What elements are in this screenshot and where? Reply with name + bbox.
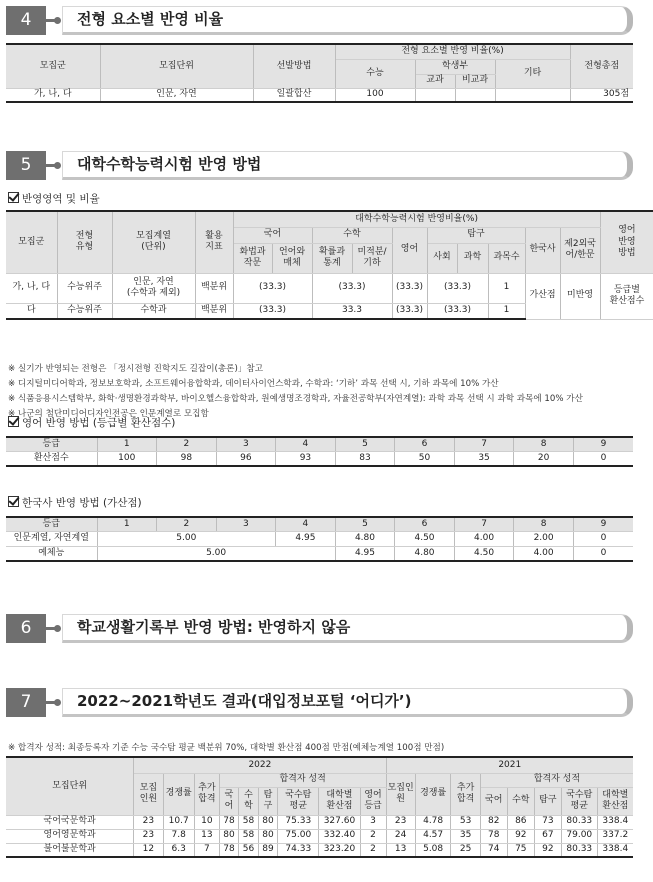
value-cell: 92 <box>534 843 561 857</box>
value-cell: 80.33 <box>561 815 597 829</box>
col-record: 학생부 <box>415 59 495 74</box>
col-2021: 2021 <box>386 757 633 773</box>
value-cell: 23 <box>134 829 163 843</box>
value-cell: 337.2 <box>597 829 633 843</box>
value-cell: 3 <box>360 815 386 829</box>
value-cell: 24 <box>386 829 415 843</box>
table-row: 가, 나, 다 인문, 자연 일괄합산 100 305점 <box>6 88 633 102</box>
value-cell: 7 <box>194 843 219 857</box>
value-cell: 80 <box>219 829 238 843</box>
unit-cell: 영어영문학과 <box>6 829 134 843</box>
col-2022: 2022 <box>134 757 386 773</box>
section-title: 대학수학능력시험 반영 방법 <box>62 151 633 180</box>
col-foreign: 제2외국 어/한문 <box>560 227 600 273</box>
value-cell: 58 <box>239 815 258 829</box>
col-ratio: 전형 요소별 반영 비율(%) <box>335 44 570 59</box>
section-number: 5 <box>6 151 46 180</box>
table-row: 인문계열, 자연계열 5.00 4.95 4.80 4.50 4.00 2.00 0 <box>6 531 633 546</box>
table-row: 예체능 5.00 4.95 4.80 4.50 4.00 0 <box>6 546 633 561</box>
value-cell: 86 <box>507 815 534 829</box>
value-cell: 10 <box>194 815 219 829</box>
table-row <box>6 843 633 857</box>
value-cell: 35 <box>451 829 480 843</box>
value-cell: 2 <box>360 843 386 857</box>
value-cell: 74 <box>480 843 507 857</box>
col-group: 모집군 <box>6 211 57 273</box>
english-score-table: 등급 1 2 3 4 5 6 7 8 9 환산점수 100 98 96 93 83 50 35 20 0 <box>6 436 633 467</box>
col-subject: 교과 <box>415 74 455 88</box>
checkbox-icon <box>8 416 19 427</box>
col-math: 수학 <box>312 227 392 243</box>
results-note: ※ 합격자 성적: 최종등록자 기준 수능 국수탐 평균 백분위 70%, 대학별 환산점 400점 만점(예체능계열 100점 만점) <box>8 743 445 753</box>
value-cell: 80.33 <box>561 843 597 857</box>
section-5-header <box>6 151 633 180</box>
value-cell: 4.57 <box>415 829 451 843</box>
value-cell: 323.20 <box>319 843 360 857</box>
col-method: 선발방법 <box>253 44 335 88</box>
value-cell: 6.3 <box>163 843 194 857</box>
subheading-history: 한국사 반영 방법 (가산점) <box>8 495 142 510</box>
selection-ratio-table <box>6 43 633 103</box>
history-score-table: 등급 1 2 3 4 5 6 7 8 9 인문계열, 자연계열 5.00 4.95 4.80 4.50 4.00 2.00 0 예체능 5.00 4.95 4.80 4.50 4.00 0 <box>6 516 633 562</box>
col-history: 한국사 <box>525 227 560 273</box>
value-cell: 4.78 <box>415 815 451 829</box>
value-cell: 23 <box>386 815 415 829</box>
col-unit: 모집단위 <box>6 757 134 815</box>
value-cell: 13 <box>386 843 415 857</box>
col-inquiry: 탐구 <box>427 227 525 243</box>
section-number: 6 <box>6 614 46 643</box>
col-ratio: 대학수학능력시험 반영비율(%) <box>233 211 600 227</box>
notes <box>8 362 583 422</box>
note-line: ※ 실기가 반영되는 전형은 「정시전형 진학지도 길잡이(총론)」참고 <box>8 364 264 374</box>
value-cell: 53 <box>451 815 480 829</box>
value-cell: 89 <box>258 843 277 857</box>
value-cell: 78 <box>480 829 507 843</box>
col-korean: 국어 <box>233 227 312 243</box>
value-cell: 338.4 <box>597 843 633 857</box>
section-number: 7 <box>6 688 46 717</box>
section-title: 2022~2021학년도 결과(대입정보포털 ‘어디가’) <box>62 688 633 717</box>
col-unit: 모집단위 <box>100 44 253 88</box>
value-cell: 332.40 <box>319 829 360 843</box>
note-line: ※ 디지털미디어학과, 정보보호학과, 소프트웨어융합학과, 데이터사이언스학과, 수학과: ‘기하’ 과목 선택 시, 기하 과목에 10% 가산 <box>8 379 499 389</box>
subheading-english: 영어 반영 방법 (등급별 환산점수) <box>8 415 175 430</box>
section-number: 4 <box>6 6 46 35</box>
value-cell: 75.33 <box>278 815 319 829</box>
subheading-ratio: 반영영역 및 비율 <box>8 191 100 206</box>
table-row: 다 수능위주 수학과 백분위 (33.3) 33.3 (33.3) (33.3) 1 <box>6 303 653 319</box>
value-cell: 23 <box>134 815 163 829</box>
section-title: 학교생활기록부 반영 방법: 반영하지 않음 <box>62 614 633 643</box>
col-unit: 모집계열 (단위) <box>112 211 195 273</box>
table-row: 가, 나, 다 수능위주 인문, 자연 (수학과 제외) 백분위 (33.3) (33.3) (33.3) (33.3) 1 가산점 미반영 등급별 환산점수 <box>6 273 653 303</box>
col-group: 모집군 <box>6 44 100 88</box>
value-cell: 5.08 <box>415 843 451 857</box>
value-cell: 7.8 <box>163 829 194 843</box>
value-cell: 75.00 <box>278 829 319 843</box>
value-cell: 58 <box>239 829 258 843</box>
col-english: 영어 <box>392 227 427 273</box>
value-cell: 10.7 <box>163 815 194 829</box>
value-cell: 2 <box>360 829 386 843</box>
col-other: 기타 <box>495 59 570 88</box>
value-cell: 73 <box>534 815 561 829</box>
suneung-ratio-table: 모집군 전형 유형 모집계열 (단위) 활용 지표 대학수학능력시험 반영비율(%) 영어 반영 방법 국어 수학 영어 탐구 한국사 제2외국 어/한문 화법과 작문 언어와 매체 확률과 통계 미적분/ 기하 사회 과학 과목수 가, 나, 다 수능위주 인문, 자연 (수학과 제외) 백분위 (33.3) (33.3) (33.3) (33.3) 1 가산점 미반영 등급별 환산점수 다 수능위주 수학과 백분위 (33.3) 33.3 (33.3) (33.3) 1 <box>6 210 653 320</box>
col-nonsubject: 비교과 <box>455 74 495 88</box>
table-row: 환산점수 100 98 96 93 83 50 35 20 0 <box>6 451 633 466</box>
value-cell: 75 <box>507 843 534 857</box>
note-line: ※ 식품응용시스템학부, 화학·생명환경과학부, 바이오헬스융합학과, 원예생명조경학과, 자율전공학부(자연계열): 과학 과목 선택 시 과학 과목에 10% 가산 <box>8 394 583 404</box>
value-cell: 80 <box>258 829 277 843</box>
checkbox-icon <box>8 192 19 203</box>
results-table: 모집단위 2022 2021 모집 인원 경쟁률 추가 합격 합격자 성적 모집인 원 경쟁률 추가 합격 합격자 성적 국 어 수 학 탐 구 국수탐 평균 대학별 환산점 영어 등급 국어 수학 탐구 국수탐 평균 대학별 환산점 국어국문학과 23 10.7 10 78 58 80 75.33 327.60 3 23 4.78 53 82 86 73 80.33 338.4 영어영문학과 23 7.8 13 80 58 80 75.00 332.40 2 24 4.57 35 78 92 67 79.00 337.2 불어불문학과 12 6.3 7 78 56 89 74.33 323.20 2 13 5.08 25 74 75 92 80.33 338.4 <box>6 756 633 858</box>
section-7-header <box>6 688 633 717</box>
table-row <box>6 815 633 829</box>
col-total: 전형총점 <box>570 44 633 88</box>
value-cell: 74.33 <box>278 843 319 857</box>
value-cell: 79.00 <box>561 829 597 843</box>
note-line: ※ 나군의 첨단미디어디자인전공은 인문계열로 모집함 <box>8 409 209 419</box>
table-row <box>6 829 633 843</box>
value-cell: 56 <box>239 843 258 857</box>
value-cell: 12 <box>134 843 163 857</box>
col-suneung: 수능 <box>335 59 415 88</box>
value-cell: 80 <box>258 815 277 829</box>
value-cell: 338.4 <box>597 815 633 829</box>
section-title: 전형 요소별 반영 비율 <box>62 6 633 35</box>
col-type: 전형 유형 <box>57 211 112 273</box>
value-cell: 67 <box>534 829 561 843</box>
unit-cell: 불어불문학과 <box>6 843 134 857</box>
col-index: 활용 지표 <box>195 211 233 273</box>
section-4-header <box>6 6 633 35</box>
value-cell: 78 <box>219 815 238 829</box>
value-cell: 78 <box>219 843 238 857</box>
checkbox-icon <box>8 496 19 507</box>
section-6-header <box>6 614 633 643</box>
value-cell: 92 <box>507 829 534 843</box>
value-cell: 82 <box>480 815 507 829</box>
unit-cell: 국어국문학과 <box>6 815 134 829</box>
value-cell: 13 <box>194 829 219 843</box>
value-cell: 327.60 <box>319 815 360 829</box>
col-english-method: 영어 반영 방법 <box>600 211 653 273</box>
value-cell: 25 <box>451 843 480 857</box>
